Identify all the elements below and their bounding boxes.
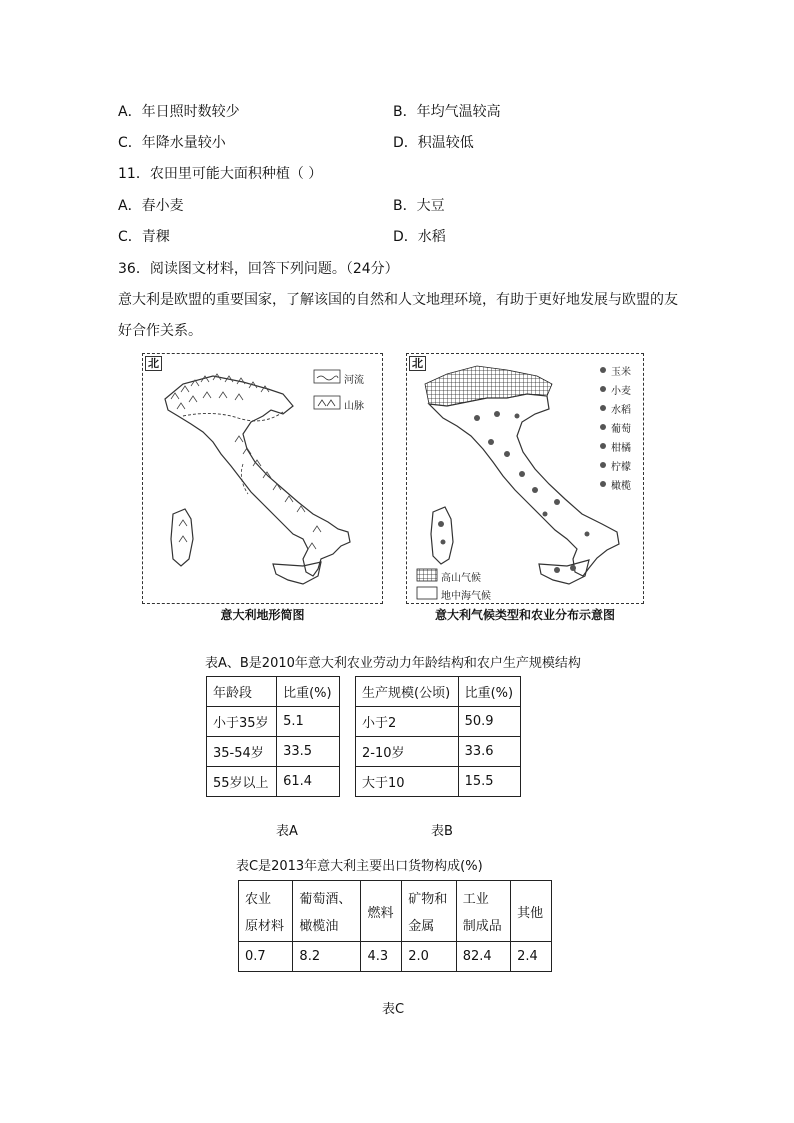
header-line: 金属 (408, 919, 435, 934)
table-b-header-cell: 比重(%) (458, 677, 520, 707)
table-cell: 5.1 (277, 707, 340, 737)
alps-mountains (171, 374, 269, 409)
table-c-header-row (239, 881, 552, 942)
legend-corn: 玉米 (611, 367, 631, 378)
italy-terrain-svg (143, 354, 382, 603)
table-b-label: 表B (431, 824, 453, 839)
q11-option-a: A．春小麦 (118, 198, 184, 214)
question-36-stem: 36．阅读图文材料，回答下列问题。（24分） (118, 261, 399, 277)
header-line: 原材料 (245, 919, 285, 934)
table-cell: 小于35岁 (207, 707, 277, 737)
italy-mainland-outline (429, 394, 619, 576)
po-river (183, 412, 283, 421)
table-c-header-cell (361, 881, 402, 942)
table-cell: 55岁以上 (207, 767, 277, 797)
q11-option-c: C．青稞 (118, 229, 170, 245)
table-cell: 大于10 (356, 767, 459, 797)
table-c (238, 880, 552, 972)
table-c-header-cell (456, 881, 510, 942)
table-cell: 33.5 (277, 737, 340, 767)
legend-citrus: 柑橘 (611, 443, 631, 454)
legend-grape: 葡萄 (611, 424, 631, 435)
table-cell: 50.9 (458, 707, 520, 737)
table-c-header-cell (293, 881, 361, 942)
q11-option-b: B．大豆 (393, 198, 445, 214)
table-cell: 2.0 (402, 942, 456, 972)
table-row (207, 767, 340, 797)
legend-alpine-climate: 高山气候 (441, 573, 481, 584)
option-a: A．年日照时数较少 (118, 104, 240, 120)
header-line: 橄榄油 (299, 919, 339, 934)
option-d: D．积温较低 (393, 135, 474, 151)
legend-river-label: 河流 (344, 375, 364, 386)
table-a-header-cell: 比重(%) (277, 677, 340, 707)
table-cell: 35-54岁 (207, 737, 277, 767)
table-b-header-row (356, 677, 521, 707)
table-row (239, 942, 552, 972)
sicily-outline (273, 562, 321, 584)
sardinia-outline (431, 507, 453, 564)
table-c-label: 表C (382, 1002, 405, 1017)
legend-mountain-swatch (314, 396, 340, 409)
table-a (206, 676, 340, 797)
table-b (355, 676, 521, 797)
climate-agriculture-map (406, 353, 644, 604)
table-cell: 61.4 (277, 767, 340, 797)
table-c-header-cell (402, 881, 456, 942)
table-cell: 4.3 (361, 942, 402, 972)
climate-map-caption: 意大利气候类型和农业分布示意图 (434, 608, 615, 622)
crop-symbols (438, 411, 590, 573)
legend-lemon: 柠檬 (611, 462, 631, 473)
header-line: 葡萄酒、 (299, 892, 352, 907)
table-ab-caption: 表A、B是2010年意大利农业劳动力年龄结构和农户生产规模结构 (205, 656, 581, 671)
legend-river-swatch (314, 370, 340, 383)
question-36-intro-line2: 好合作关系。 (118, 323, 202, 339)
terrain-map (142, 353, 383, 604)
table-a-header-cell: 年龄段 (207, 677, 277, 707)
legend-alpine-swatch (417, 569, 437, 581)
header-line: 制成品 (462, 919, 502, 934)
question-11-stem: 11．农田里可能大面积种植（ ） (118, 166, 323, 182)
table-cell: 15.5 (458, 767, 520, 797)
q11-option-d: D．水稻 (393, 229, 446, 245)
table-cell: 8.2 (293, 942, 361, 972)
legend-rice: 水稻 (611, 405, 631, 416)
italy-climate-svg (407, 354, 643, 603)
table-row (356, 707, 521, 737)
table-cell: 2.4 (511, 942, 552, 972)
apennine-mountains (179, 436, 321, 549)
table-row (356, 737, 521, 767)
header-line: 工业 (462, 892, 489, 907)
alpine-climate-region (425, 366, 552, 406)
italy-mainland-outline (165, 376, 350, 576)
header-line: 农业 (245, 892, 272, 907)
table-b-header-cell: 生产规模(公顷) (356, 677, 459, 707)
table-row (207, 707, 340, 737)
table-row (207, 737, 340, 767)
table-cell: 0.7 (239, 942, 293, 972)
table-cell: 2-10岁 (356, 737, 459, 767)
tiber-river (241, 464, 248, 494)
header-line: 其他 (517, 905, 544, 921)
table-a-header-row (207, 677, 340, 707)
table-c-caption: 表C是2013年意大利主要出口货物构成(%) (236, 859, 483, 874)
legend-mediterranean-climate: 地中海气候 (441, 591, 491, 602)
table-cell: 82.4 (456, 942, 510, 972)
question-36-intro-line1: 意大利是欧盟的重要国家，了解该国的自然和人文地理环境，有助于更好地发展与欧盟的友 (118, 292, 678, 308)
legend-mountain-label: 山脉 (344, 401, 364, 412)
north-label: 北 (145, 356, 162, 371)
table-a-label: 表A (276, 824, 298, 839)
table-c-header-cell (511, 881, 552, 942)
terrain-map-caption: 意大利地形简图 (220, 608, 305, 622)
header-line: 燃料 (367, 905, 394, 921)
option-c: C．年降水量较小 (118, 135, 226, 151)
north-label: 北 (409, 356, 426, 371)
sicily-outline (539, 560, 589, 584)
legend-mediterranean-swatch (417, 587, 437, 599)
crop-legend-icons (600, 367, 606, 487)
header-line: 矿物和 (408, 892, 448, 907)
table-cell: 小于2 (356, 707, 459, 737)
legend-olive: 橄榄 (611, 481, 631, 492)
option-b: B．年均气温较高 (393, 104, 501, 120)
table-row (356, 767, 521, 797)
table-cell: 33.6 (458, 737, 520, 767)
table-c-header-cell (239, 881, 293, 942)
legend-wheat: 小麦 (611, 386, 631, 397)
